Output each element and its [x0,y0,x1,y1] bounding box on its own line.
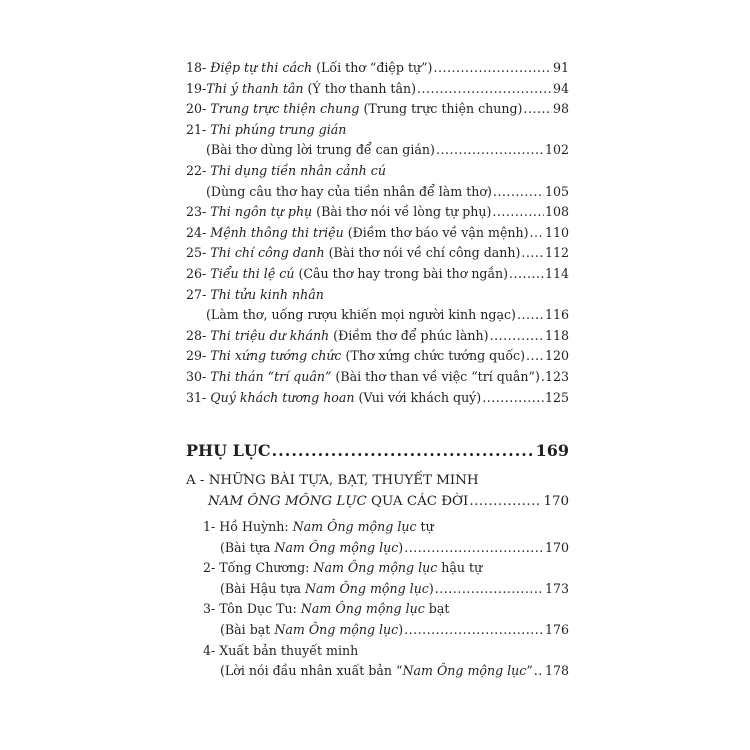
italic-title-text: Thi ý thanh tân [206,80,304,96]
title-text: ) [398,622,404,638]
page-number: 94 [552,80,569,96]
title-text: ) [428,580,434,596]
page-number: 173 [544,580,569,596]
entry-title [186,328,489,343]
dot-leader [490,328,544,343]
entry-title [186,204,491,219]
dot-leader [433,60,552,75]
dot-leader [534,663,544,678]
page-number: 178 [544,663,569,679]
toc-entry[interactable] [186,328,569,349]
title-text: bạt [424,601,450,617]
toc-entry-continuation[interactable] [186,307,569,328]
entry-title [186,390,481,405]
dot-leader [492,204,544,219]
title-text: (Vui với khách quý) [354,389,482,405]
dot-leader [530,225,544,240]
entry-title [206,307,516,322]
page-number: 125 [544,389,569,405]
title-text: (Bài Hậu tựa [220,580,305,596]
toc-heading[interactable] [186,441,569,469]
title-text: (Lối thơ “điệp tự”) [312,60,433,75]
entry-title [186,60,432,75]
italic-title-text: Thi phúng trung gián [210,121,347,137]
toc-entry-continuation[interactable] [186,142,569,163]
title-text: (Bài thơ than về việc “trí quân”) [331,368,540,384]
dot-leader [509,266,544,281]
entry-title [220,663,533,678]
dot-leader [272,441,535,460]
italic-title-text: Điệp tự thi cách [210,60,313,75]
dot-leader [541,369,544,384]
entry-title [203,643,358,658]
page-number: 169 [535,441,569,461]
title-text: 31- [186,389,211,405]
page-number: 98 [552,101,569,117]
page-number: 105 [544,183,569,199]
title-text: tự [416,519,434,535]
title-text: 4- Xuất bản thuyết minh [203,642,359,658]
toc-entry-continuation[interactable] [186,184,569,205]
toc-entry-continuation[interactable] [186,540,569,561]
italic-title-text: Thi tửu kinh nhân [210,286,324,302]
title-text: (Điềm thơ báo về vận mệnh) [343,224,529,240]
toc-entry[interactable] [186,122,569,143]
page-number: 110 [544,224,569,240]
title-text: (Bài bạt [220,622,275,638]
dot-leader [526,348,544,363]
toc-entry[interactable] [186,101,569,122]
italic-title-text: Nam Ông mộng lục [402,663,527,679]
entry-title [186,348,525,363]
entry-title [186,266,508,281]
entry-title [186,369,540,384]
italic-title-text: Nam Ông mộng lục [274,539,399,555]
dot-leader [493,184,544,199]
title-text: 24- [186,224,211,240]
dot-leader [521,245,544,260]
toc-entry[interactable] [186,473,569,494]
dot-leader [435,581,544,596]
entry-title [186,81,416,96]
page-number: 116 [544,307,569,323]
toc-entry[interactable] [186,204,569,225]
toc-entry[interactable] [186,601,569,622]
entry-title [220,581,434,596]
dot-leader [417,81,552,96]
spacer [186,410,569,441]
entry-title [203,601,449,616]
title-text: 19- [186,80,207,96]
toc-entry[interactable] [186,348,569,369]
title-text: 30- [186,368,211,384]
entry-title [220,622,403,637]
entry-title [203,560,482,575]
italic-title-text: Thi chí công danh [210,245,325,261]
entry-title [186,441,271,460]
toc-entry[interactable] [186,163,569,184]
title-text: (Điềm thơ để phúc lành) [329,327,489,343]
toc-entry[interactable] [186,390,569,411]
page-number: 120 [544,348,569,364]
title-text: hậu tự [437,560,483,576]
toc-entry[interactable] [186,225,569,246]
entry-title [220,540,403,555]
page-number: 102 [544,142,569,158]
toc-entry[interactable] [186,245,569,266]
title-text: A - NHỮNG BÀI TỰA, BẠT, THUYẾT MINH [186,473,479,489]
title-text: 21- [186,121,211,137]
entry-title [186,287,324,302]
entry-title [203,519,434,534]
italic-title-text: Quý khách tương hoan [210,389,355,405]
title-text: (Bài tựa [220,539,275,555]
toc-entry-continuation[interactable] [186,622,569,643]
title-text: (Bài thơ dùng lời trung để can gián) [206,142,435,158]
dot-leader [469,494,542,509]
entry-title [208,494,468,509]
title-text: (Lời nói đầu nhân xuất bản “ [220,663,403,679]
italic-title-text: Trung trực thiện chung [210,101,360,117]
toc-entry[interactable] [186,560,569,581]
italic-title-text: Thi ngôn tự phụ [210,204,313,220]
toc-entry[interactable] [186,287,569,308]
title-text: 22- [186,162,211,178]
entry-title [186,245,520,260]
title-text: 1- Hồ Huỳnh: [203,519,293,535]
page-number: 91 [552,60,569,75]
italic-title-text: NAM ÔNG MÔNG LỤC [208,494,367,510]
title-text: (Câu thơ hay trong bài thơ ngắn) [294,265,509,281]
page-number: 108 [544,204,569,220]
entry-title [206,184,492,199]
italic-title-text: Nam Ông mộng lục [292,519,417,535]
title-text: ) [398,539,404,555]
italic-title-text: Nam Ông mộng lục [274,622,399,638]
title-text: (Trung trực thiện chung) [359,101,523,117]
title-text: 27- [186,286,211,302]
entry-title [186,473,479,488]
italic-title-text: Nam Ông mộng lục [305,580,429,596]
title-text: ” [526,663,533,679]
page-number: 123 [544,368,569,384]
title-text: (Dùng câu thơ hay của tiền nhân để làm thơ) [206,183,492,199]
page-number: 118 [544,327,569,343]
toc-entry-continuation[interactable] [186,494,569,515]
title-text: QUA CÁC ĐỜI [366,494,469,510]
dot-leader [404,540,544,555]
entry-title [186,101,522,116]
page-number: 176 [544,622,569,638]
italic-title-text: Thi dụng tiền nhân cảnh cú [210,162,386,178]
title-text: (Làm thơ, uống rượu khiến mọi người kinh ngạc) [206,307,516,323]
entry-title [206,142,435,157]
entry-title [186,122,346,137]
italic-title-text: Thi triệu dư khánh [210,327,330,343]
page-number: 170 [544,539,569,555]
page-number: 170 [543,494,569,510]
title-text: PHỤ LỤC [186,441,271,461]
title-text: 29- [186,348,211,364]
title-text: 23- [186,204,211,220]
toc-entry[interactable] [186,81,569,102]
title-text: 20- [186,101,211,117]
dot-leader [523,101,552,116]
toc-entry[interactable] [186,60,569,81]
dot-leader [404,622,544,637]
title-text: 2- Tống Chương: [203,560,314,576]
italic-title-text: Nam Ông mộng lục [313,560,438,576]
entry-title [186,163,386,178]
title-text: (Ý thơ thanh tân) [303,80,417,96]
italic-title-text: Mệnh thông thi triệu [210,224,344,240]
title-text: 3- Tôn Dục Tu: [203,601,301,617]
toc-entry[interactable] [186,266,569,287]
italic-title-text: Nam Ông mộng lục [300,601,425,617]
title-text: 28- [186,327,211,343]
italic-title-text: Thi thán “trí quân” [210,368,332,384]
title-text: 18- [186,60,211,75]
title-text: (Thơ xứng chức tướng quốc) [341,348,526,364]
dot-leader [482,390,544,405]
italic-title-text: Thi xứng tướng chức [210,348,342,364]
toc-entry-continuation[interactable] [186,581,569,602]
italic-title-text: Tiểu thi lệ cú [210,265,295,281]
page-number: 114 [544,265,569,281]
page-number: 112 [544,245,569,261]
toc-entry[interactable] [186,369,569,390]
dot-leader [436,142,544,157]
table-of-contents [186,60,569,684]
entry-title [186,225,529,240]
toc-entry-continuation[interactable] [186,663,569,684]
dot-leader [517,307,544,322]
toc-entry[interactable] [186,519,569,540]
title-text: 26- [186,265,211,281]
title-text: (Bài thơ nói về lòng tự phụ) [312,204,492,220]
title-text: 25- [186,245,211,261]
title-text: (Bài thơ nói về chí công danh) [324,245,521,261]
toc-entry[interactable] [186,643,569,664]
